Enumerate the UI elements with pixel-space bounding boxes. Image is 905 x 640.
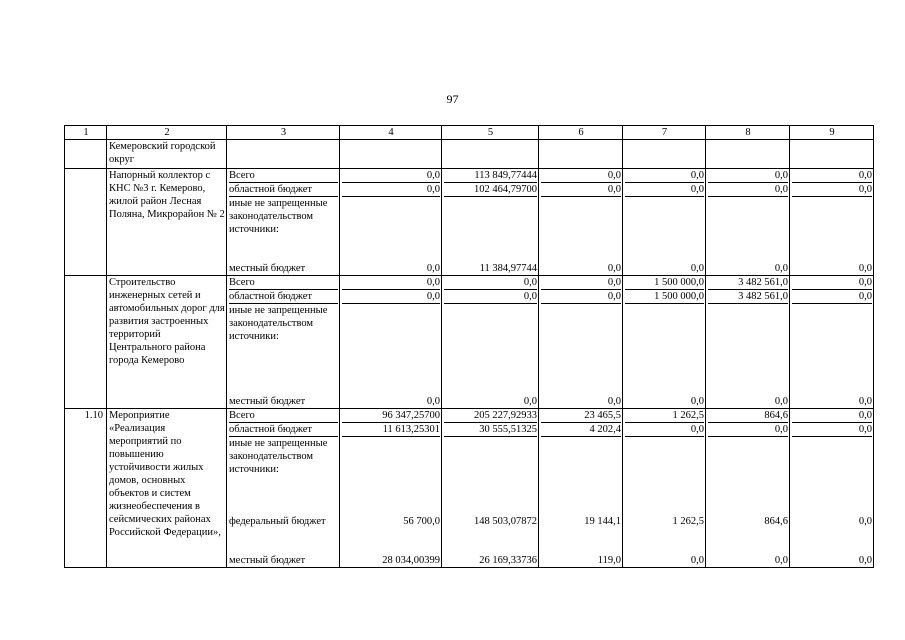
funding-label-text: Всего — [229, 170, 255, 181]
budget-table — [64, 125, 874, 568]
value — [541, 304, 621, 395]
value: 28 034,00399 — [382, 555, 440, 566]
funding-label-text: Всего — [229, 277, 255, 288]
value-cell — [623, 409, 706, 568]
empty-cell — [539, 140, 623, 169]
value: 0,0 — [792, 423, 872, 437]
value-cell — [539, 169, 623, 276]
value: 0,0 — [342, 276, 440, 290]
value: 0,0 — [541, 169, 621, 183]
value: 0,0 — [541, 276, 621, 290]
header-row — [65, 126, 874, 140]
funding-label-text: иные не запрещенные законодательством источники: — [229, 198, 328, 235]
value — [342, 304, 440, 395]
value: 0,0 — [426, 263, 440, 274]
value — [708, 304, 788, 395]
funding-label — [229, 276, 338, 290]
value: 1 500 000,0 — [625, 290, 704, 304]
value-cell — [623, 169, 706, 276]
value: 148 503,07872 — [474, 516, 537, 527]
value — [792, 197, 872, 262]
value — [792, 437, 872, 515]
value: 0,0 — [708, 423, 788, 437]
value: 119,0 — [597, 555, 621, 566]
district-name: Кемеровский городской округ — [107, 140, 227, 169]
value: 0,0 — [607, 263, 621, 274]
project-row — [65, 276, 874, 409]
value: 0,0 — [792, 276, 872, 290]
value: 0,0 — [625, 183, 704, 197]
value-cell — [623, 276, 706, 409]
funding-label — [229, 169, 338, 183]
value-cell — [539, 276, 623, 409]
index-cell — [65, 140, 107, 169]
empty-cell — [340, 140, 442, 169]
funding-label — [229, 304, 338, 395]
value: 0,0 — [426, 396, 440, 407]
value — [625, 197, 704, 262]
value: 4 202,4 — [541, 423, 621, 437]
value: 3 482 561,0 — [708, 290, 788, 304]
value — [625, 437, 704, 515]
value-cell — [340, 409, 442, 568]
funding-label-text: областной бюджет — [229, 424, 312, 435]
value-cell — [706, 169, 790, 276]
value: 0,0 — [690, 263, 704, 274]
value — [708, 437, 788, 515]
value: 0,0 — [858, 263, 872, 274]
project-index: 1.10 — [65, 409, 107, 568]
header-cell: 6 — [539, 126, 623, 140]
funding-label-text: Всего — [229, 410, 255, 421]
header-cell: 2 — [107, 126, 227, 140]
value — [444, 437, 537, 515]
header-cell: 4 — [340, 126, 442, 140]
value: 102 464,79700 — [444, 183, 537, 197]
value: 1 262,5 — [625, 409, 704, 423]
value: 0,0 — [858, 555, 872, 566]
project-index — [65, 169, 107, 276]
value: 0,0 — [774, 396, 788, 407]
value-cell — [790, 169, 874, 276]
funding-label — [229, 423, 338, 437]
value: 0,0 — [774, 263, 788, 274]
funding-label — [229, 197, 338, 262]
value: 23 465,5 — [541, 409, 621, 423]
header-cell: 1 — [65, 126, 107, 140]
funding-label-text: федеральный бюджет — [229, 516, 326, 527]
value: 0,0 — [792, 183, 872, 197]
value: 0,0 — [607, 396, 621, 407]
project-name: Напорный коллектор с КНС №3 г. Кемерово, жилой район Лесная Поляна, Микрорайон № 2 — [107, 169, 227, 276]
value: 1 262,5 — [672, 516, 704, 527]
value: 0,0 — [858, 396, 872, 407]
value: 0,0 — [342, 290, 440, 304]
value — [444, 304, 537, 395]
value: 26 169,33736 — [479, 555, 537, 566]
funding-label — [229, 437, 338, 515]
funding-label-text: местный бюджет — [229, 555, 306, 566]
funding-label-text: иные не запрещенные законодательством источники: — [229, 438, 328, 475]
value — [541, 197, 621, 262]
empty-cell — [790, 140, 874, 169]
value: 0,0 — [708, 169, 788, 183]
value: 1 500 000,0 — [625, 276, 704, 290]
header-cell: 7 — [623, 126, 706, 140]
funding-label-text: областной бюджет — [229, 184, 312, 195]
funding-label — [229, 515, 338, 528]
page-number: 97 — [446, 92, 459, 106]
value: 0,0 — [541, 290, 621, 304]
header-cell: 3 — [227, 126, 340, 140]
value-cell — [706, 409, 790, 568]
value: 0,0 — [342, 183, 440, 197]
value-cell — [442, 409, 539, 568]
funding-label — [229, 262, 338, 275]
funding-label — [229, 183, 338, 197]
value: 0,0 — [708, 183, 788, 197]
funding-labels — [227, 169, 340, 276]
value: 0,0 — [690, 555, 704, 566]
value-cell — [706, 276, 790, 409]
value: 0,0 — [792, 169, 872, 183]
header-cell: 5 — [442, 126, 539, 140]
value-cell — [539, 409, 623, 568]
header-cell: 9 — [790, 126, 874, 140]
funding-labels — [227, 409, 340, 568]
value — [625, 304, 704, 395]
project-row — [65, 409, 874, 568]
funding-label — [229, 395, 338, 408]
value: 0,0 — [858, 516, 872, 527]
value: 19 144,1 — [584, 516, 621, 527]
funding-label — [229, 528, 338, 567]
funding-labels — [227, 276, 340, 409]
value: 205 227,92933 — [444, 409, 537, 423]
value: 0,0 — [774, 555, 788, 566]
value: 0,0 — [342, 169, 440, 183]
empty-cell — [442, 140, 539, 169]
value: 0,0 — [625, 169, 704, 183]
value: 0,0 — [444, 276, 537, 290]
value: 30 555,51325 — [444, 423, 537, 437]
value: 56 700,0 — [403, 516, 440, 527]
value: 11 613,25301 — [342, 423, 440, 437]
value: 0,0 — [792, 290, 872, 304]
value: 0,0 — [541, 183, 621, 197]
value — [541, 437, 621, 515]
value: 0,0 — [690, 396, 704, 407]
value-cell — [442, 276, 539, 409]
funding-label — [229, 409, 338, 423]
project-name: Мероприятие «Реализация мероприятий по повышению устойчивости жилых домов, основных объектов и систем жизнеобеспечения в сейсмических районах Российской Федерации», — [107, 409, 227, 568]
value-cell — [340, 169, 442, 276]
value: 96 347,25700 — [342, 409, 440, 423]
value — [792, 304, 872, 395]
value: 0,0 — [523, 396, 537, 407]
value — [342, 437, 440, 515]
funding-label — [229, 290, 338, 304]
project-row — [65, 169, 874, 276]
project-index — [65, 276, 107, 409]
value-cell — [442, 169, 539, 276]
empty-cell — [706, 140, 790, 169]
funding-label-text: областной бюджет — [229, 291, 312, 302]
value: 864,6 — [764, 516, 788, 527]
funding-label-text: иные не запрещенные законодательством источники: — [229, 305, 328, 342]
value-cell — [790, 276, 874, 409]
value-cell — [340, 276, 442, 409]
value: 0,0 — [792, 409, 872, 423]
value: 113 849,77444 — [444, 169, 537, 183]
value-cell — [790, 409, 874, 568]
header-cell: 8 — [706, 126, 790, 140]
project-name: Строительство инженерных сетей и автомобильных дорог для развития застроенных территорий Центрального района города Кемерово — [107, 276, 227, 409]
value: 0,0 — [444, 290, 537, 304]
value — [444, 197, 537, 262]
funding-label-text: местный бюджет — [229, 396, 306, 407]
value — [708, 197, 788, 262]
value: 11 384,97744 — [479, 263, 537, 274]
value: 864,6 — [708, 409, 788, 423]
value: 3 482 561,0 — [708, 276, 788, 290]
funding-label-text: местный бюджет — [229, 263, 306, 274]
empty-cell — [623, 140, 706, 169]
district-row — [65, 140, 874, 169]
empty-cell — [227, 140, 340, 169]
value — [342, 197, 440, 262]
value: 0,0 — [625, 423, 704, 437]
